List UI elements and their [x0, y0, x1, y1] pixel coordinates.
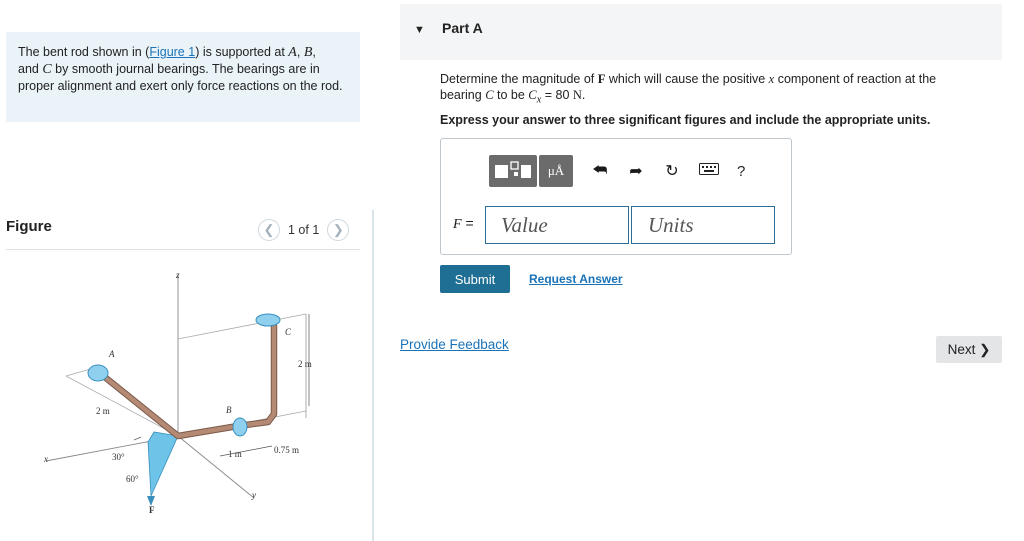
point-a-symbol: A	[288, 45, 297, 60]
equals-sign: =	[461, 215, 474, 231]
bent-rod	[101, 326, 274, 436]
label-b: B	[226, 405, 232, 415]
redo-icon[interactable]: ➦	[629, 163, 643, 180]
question-fragment: which will cause the positive	[605, 72, 769, 86]
units-input[interactable]: Units	[631, 206, 775, 244]
bearing-c	[256, 314, 280, 326]
dim-1m: 1 m	[228, 449, 242, 459]
unit-symbol: N	[572, 88, 582, 102]
reset-icon[interactable]: ↻	[665, 163, 679, 180]
collapse-caret-icon[interactable]: ▼	[414, 24, 425, 36]
point-c-symbol: C	[42, 62, 52, 77]
templates-icon[interactable]	[489, 155, 537, 187]
answer-panel	[440, 138, 792, 255]
answer-variable-label	[453, 215, 474, 233]
submit-button[interactable]: Submit	[440, 265, 510, 293]
next-label: Next	[947, 342, 976, 357]
label-x: x	[44, 454, 48, 464]
question-fragment: Determine the magnitude of	[440, 72, 598, 86]
keyboard-glyph	[699, 163, 719, 175]
variable-f: F	[453, 217, 462, 232]
divider	[6, 249, 360, 250]
keyboard-icon[interactable]	[699, 162, 717, 180]
dim-2m-c: 2 m	[298, 359, 312, 369]
question-text	[440, 71, 980, 109]
provide-feedback-link[interactable]: Provide Feedback	[400, 337, 509, 352]
question-fragment: .	[581, 88, 586, 102]
next-button[interactable]	[936, 336, 1002, 363]
bearing-a	[88, 365, 108, 381]
x-symbol: x	[768, 72, 775, 86]
panel-divider	[372, 210, 374, 541]
c-symbol: C	[485, 88, 494, 102]
angle-60: 60°	[126, 474, 139, 484]
problem-text: ) is supported at	[195, 45, 289, 59]
label-c: C	[285, 327, 292, 337]
part-title: Part A	[442, 20, 483, 36]
part-a-header[interactable]	[400, 4, 1002, 60]
templates-glyph	[493, 160, 533, 182]
bent-rod-diagram	[6, 256, 360, 541]
answer-toolbar	[489, 155, 745, 187]
problem-text: ,	[296, 45, 304, 59]
question-fragment: = 80	[541, 88, 573, 102]
request-answer-link[interactable]: Request Answer	[529, 272, 623, 286]
pager-text: 1 of 1	[288, 223, 320, 237]
frame-line	[66, 376, 178, 436]
undo-icon[interactable]: ⮪	[592, 162, 608, 179]
angle-arc	[134, 437, 141, 440]
problem-text: ,	[312, 45, 316, 59]
chevron-right-icon: ❯	[979, 341, 991, 357]
label-f: F	[149, 505, 155, 515]
figure-heading: Figure	[6, 218, 52, 235]
problem-text: The bent rod shown in (	[18, 45, 150, 59]
question-fragment: to be	[493, 88, 529, 102]
cx-symbol: C	[528, 88, 537, 102]
label-z: z	[176, 270, 180, 280]
angle-30: 30°	[112, 452, 125, 462]
chevron-left-icon[interactable]: ❮	[258, 219, 280, 241]
figure-image	[6, 256, 360, 541]
figure-link[interactable]: Figure 1	[149, 45, 196, 59]
problem-statement	[6, 32, 360, 122]
units-icon[interactable]: μÅ	[539, 155, 573, 187]
label-y: y	[252, 490, 256, 500]
point-b-symbol: B	[303, 45, 313, 60]
value-input[interactable]: Value	[485, 206, 629, 244]
label-a: A	[109, 349, 115, 359]
answer-instruction: Express your answer to three significant figures and include the appropriate units.	[440, 113, 931, 127]
rod-outline	[101, 326, 274, 436]
problem-text: by smooth journal bearings. The bearings are in proper alignment and exert only force reactions on the rod.	[18, 62, 343, 93]
chevron-right-icon[interactable]: ❯	[327, 219, 349, 241]
figure-pager	[258, 219, 349, 241]
bearing-b	[233, 418, 247, 436]
dim-2m-a: 2 m	[96, 406, 110, 416]
force-symbol: F	[597, 72, 606, 86]
help-icon[interactable]: ?	[737, 162, 746, 180]
problem-text: and	[18, 62, 43, 76]
dim-075m: 0.75 m	[274, 445, 300, 455]
y-axis	[178, 436, 254, 498]
force-f-arrow	[148, 432, 178, 496]
question-fragment: component of reaction at the bearing	[440, 72, 937, 102]
cx-subscript: x	[536, 94, 542, 106]
